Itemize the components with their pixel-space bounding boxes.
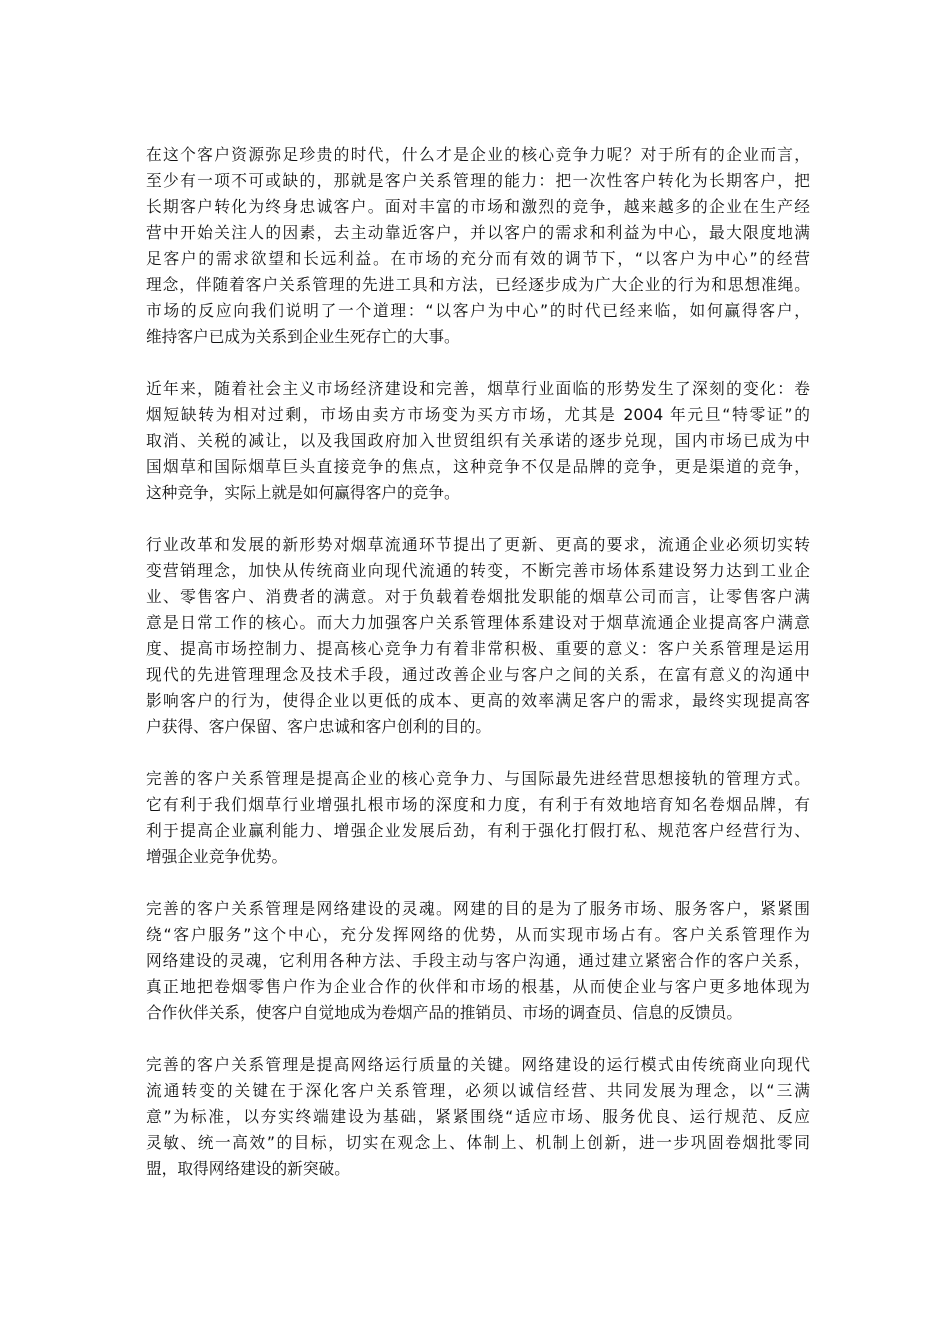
text-line: 理念，伴随着客户关系管理的先进工具和方法，已经逐步成为广大企业的行为和思想准绳。 [146, 275, 810, 294]
text-line: 增强企业竞争优势。 [146, 847, 288, 866]
text-line: 烟短缺转为相对过剩，市场由卖方市场变为买方市场，尤其是 2004 年元旦“特零证”的 [146, 405, 810, 424]
text-line: 长期客户转化为终身忠诚客户。面对丰富的市场和激烈的竞争，越来越多的企业在生产经 [146, 197, 810, 216]
text-line: 在这个客户资源弥足珍贵的时代，什么才是企业的核心竞争力呢？对于所有的企业而言， [146, 145, 810, 164]
text-line: 变营销理念，加快从传统商业向现代流通的转变，不断完善市场体系建设努力达到工业企 [146, 561, 810, 580]
text-line: 盟，取得网络建设的新突破。 [146, 1159, 350, 1178]
text-line: 意”为标准，以夯实终端建设为基础，紧紧围绕“适应市场、服务优良、运行规范、反应 [146, 1107, 810, 1126]
text-line: 意是日常工作的核心。而大力加强客户关系管理体系建设对于烟草流通企业提高客户满意 [146, 613, 810, 632]
text-line: 绕“客户服务”这个中心，充分发挥网络的优势，从而实现市场占有。客户关系管理作为 [146, 925, 810, 944]
text-line: 度、提高市场控制力、提高核心竞争力有着非常积极、重要的意义：客户关系管理是运用 [146, 639, 810, 658]
text-line: 维持客户已成为关系到企业生死存亡的大事。 [146, 327, 460, 346]
text-line: 近年来，随着社会主义市场经济建设和完善，烟草行业面临的形势发生了深刻的变化：卷 [146, 379, 810, 398]
paragraph [146, 1052, 810, 1182]
text-line: 网络建设的灵魂，它利用各种方法、手段主动与客户沟通，通过建立紧密合作的客户关系， [146, 951, 810, 970]
text-line: 真正地把卷烟零售户作为企业合作的伙伴和市场的根基，从而使企业与客户更多地体现为 [146, 977, 810, 996]
paragraph [146, 532, 810, 740]
text-line: 灵敏、统一高效”的目标，切实在观念上、体制上、机制上创新，进一步巩固卷烟批零同 [146, 1133, 810, 1152]
paragraph [146, 896, 810, 1026]
text-line: 业、零售客户、消费者的满意。对于负载着卷烟批发职能的烟草公司而言，让零售客户满 [146, 587, 810, 606]
paragraph [146, 142, 810, 350]
text-line: 行业改革和发展的新形势对烟草流通环节提出了更新、更高的要求，流通企业必须切实转 [146, 535, 810, 554]
text-line: 现代的先进管理理念及技术手段，通过改善企业与客户之间的关系，在富有意义的沟通中 [146, 665, 810, 684]
document-body [146, 142, 810, 1208]
text-line: 营中开始关注人的因素，去主动靠近客户，并以客户的需求和利益为中心，最大限度地满 [146, 223, 810, 242]
text-line: 完善的客户关系管理是网络建设的灵魂。网建的目的是为了服务市场、服务客户，紧紧围 [146, 899, 810, 918]
text-line: 市场的反应向我们说明了一个道理：“以客户为中心”的时代已经来临，如何赢得客户， [146, 301, 810, 320]
text-line: 户获得、客户保留、客户忠诚和客户创利的目的。 [146, 717, 492, 736]
text-line: 它有利于我们烟草行业增强扎根市场的深度和力度，有利于有效地培育知名卷烟品牌，有 [146, 795, 810, 814]
paragraph [146, 376, 810, 506]
text-line: 合作伙伴关系，使客户自觉地成为卷烟产品的推销员、市场的调查员、信息的反馈员。 [146, 1003, 743, 1022]
text-line: 国烟草和国际烟草巨头直接竞争的焦点，这种竞争不仅是品牌的竞争，更是渠道的竞争， [146, 457, 810, 476]
text-line: 至少有一项不可或缺的，那就是客户关系管理的能力：把一次性客户转化为长期客户，把 [146, 171, 810, 190]
text-line: 流通转变的关键在于深化客户关系管理，必须以诚信经营、共同发展为理念，以“三满 [146, 1081, 810, 1100]
text-line: 利于提高企业赢利能力、增强企业发展后劲，有利于强化打假打私、规范客户经营行为、 [146, 821, 810, 840]
text-line: 完善的客户关系管理是提高企业的核心竞争力、与国际最先进经营思想接轨的管理方式。 [146, 769, 810, 788]
text-line: 取消、关税的减让，以及我国政府加入世贸组织有关承诺的逐步兑现，国内市场已成为中 [146, 431, 810, 450]
text-line: 完善的客户关系管理是提高网络运行质量的关键。网络建设的运行模式由传统商业向现代 [146, 1055, 810, 1074]
text-line: 这种竞争，实际上就是如何赢得客户的竞争。 [146, 483, 460, 502]
text-line: 影响客户的行为，使得企业以更低的成本、更高的效率满足客户的需求，最终实现提高客 [146, 691, 810, 710]
text-line: 足客户的需求欲望和长远利益。在市场的充分而有效的调节下，“以客户为中心”的经营 [146, 249, 810, 268]
paragraph [146, 766, 810, 870]
